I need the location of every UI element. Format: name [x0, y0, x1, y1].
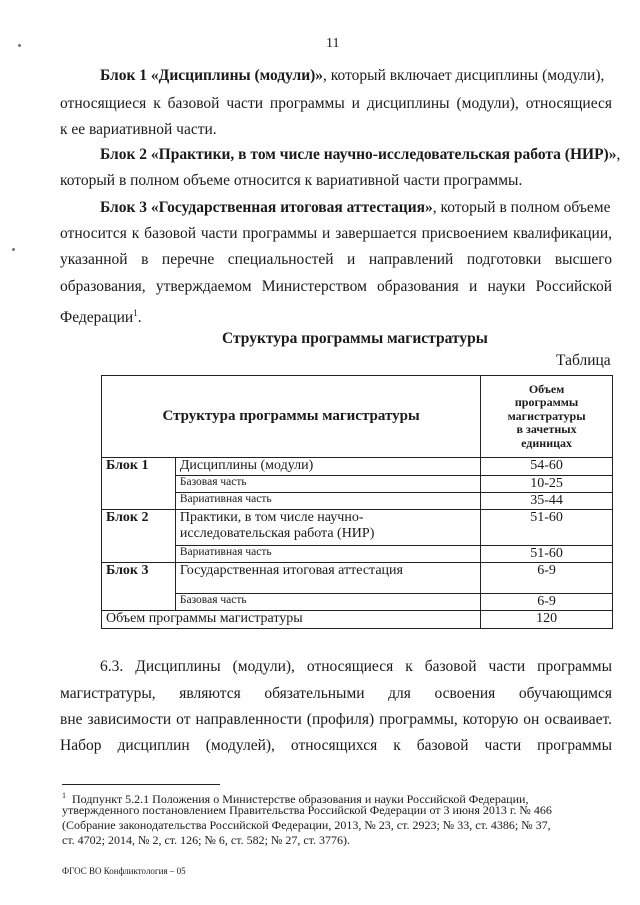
row-value: 35-44 [481, 493, 613, 510]
program-structure-table [101, 375, 613, 629]
row-name: Базовая часть [175, 476, 480, 493]
row-name [175, 510, 480, 546]
row-value: 54-60 [481, 458, 613, 476]
header-volume-line: магистратуры [507, 408, 586, 423]
table-row [102, 510, 613, 546]
header-volume [481, 376, 613, 458]
table-row [102, 594, 613, 611]
header-volume-line: в зачетных [516, 422, 577, 437]
row-value: 51-60 [481, 510, 613, 546]
table-title: Структура программы магистратуры [222, 330, 488, 347]
block-cell: Блок 3 [102, 563, 176, 611]
row-value: 10-25 [481, 476, 613, 493]
block2-line1 [100, 145, 620, 165]
table-row [102, 493, 613, 510]
row-name: Дисциплины (модули) [175, 458, 480, 476]
row-value: 6-9 [481, 594, 613, 611]
section63-line3: вне зависимости от направленности (профиля) программы, которую он осваивает. [60, 711, 612, 728]
row-name-line: Практики, в том числе научно- [179, 510, 364, 525]
scan-speck [12, 248, 15, 251]
row-name: Государственная итоговая аттестация [175, 563, 480, 594]
table-header-row [102, 376, 613, 458]
block3-line3: указанной в перечне специальностей и направлений подготовки высшего [60, 251, 612, 268]
table-label: Таблица [556, 352, 611, 369]
footnote-separator [62, 784, 220, 785]
section63-line2: магистратуры, являются обязательными для освоения обучающимся [60, 685, 612, 702]
row-name: Вариативная часть [175, 546, 480, 563]
section63-line4: Набор дисциплин (модулей), относящихся к базовой части программы [60, 737, 612, 754]
header-volume-line: Объем [528, 381, 565, 396]
document-code: ФГОС ВО Конфликтология – 05 [62, 866, 186, 876]
block3-line5-end: . [137, 309, 142, 327]
row-name: Вариативная часть [175, 493, 480, 510]
block3-line1-rest: , который в полном объеме [432, 199, 611, 216]
footnote-text: Подпункт 5.2.1 Положения о Министерстве образования и науки Российской Федерации, [72, 792, 529, 806]
row-name-line: исследовательская работа (НИР) [179, 526, 375, 541]
table-row [102, 563, 613, 594]
table-row [102, 458, 613, 476]
row-name: Базовая часть [175, 594, 480, 611]
block3-line5-text: Федерации [60, 309, 134, 327]
block1-line3: к ее вариативной части. [60, 121, 217, 138]
section63-line1: 6.3. Дисциплины (модули), относящиеся к базовой части программы [100, 658, 612, 675]
block1-title: Блок 1 «Дисциплины (модули)» [100, 67, 324, 84]
block-cell: Блок 1 [102, 458, 176, 510]
header-structure: Структура программы магистратуры [102, 376, 481, 458]
table-row [102, 476, 613, 493]
block-cell: Блок 2 [102, 510, 176, 563]
footnote-line4: ст. 4702; 2014, № 2, ст. 126; № 6, ст. 582; № 27, ст. 3776). [62, 833, 351, 847]
block2-title: Блок 2 «Практики, в том числе научно-исследовательская работа (НИР)» [100, 146, 617, 163]
block3-line4: образования, утверждаемом Министерством образования и науки Российской [60, 278, 612, 295]
block3-title: Блок 3 «Государственная итоговая аттестация» [100, 199, 433, 216]
footnote-ref: 1 [133, 308, 138, 318]
block1-line2: относящиеся к базовой части программы и дисциплины (модули), относящиеся [60, 95, 612, 112]
table-row [102, 546, 613, 563]
row-value: 51-60 [481, 546, 613, 563]
block2-line2: который в полном объеме относится к вариативной части программы. [60, 172, 523, 189]
scan-speck [18, 44, 21, 47]
page-number: 11 [326, 36, 340, 51]
table-total-row [102, 611, 613, 629]
block3-line2: относится к базовой части программы и завершается присвоением квалификации, [60, 225, 612, 242]
row-value: 6-9 [481, 563, 613, 594]
block2-line1-rest: , [616, 146, 621, 163]
block3-line1 [100, 198, 611, 218]
block3-line5 [60, 303, 142, 328]
header-volume-line: единицах [521, 435, 573, 450]
footnote-line3: (Собрание законодательства Российской Федерации, 2013, № 23, ст. 2923; № 33, ст. 4386; № 37, [62, 818, 551, 832]
footnote-mark: 1 [62, 791, 66, 800]
footnote-line2: утвержденного постановлением Правительства Российской Федерации от 3 июня 2013 г. № 466 [62, 803, 552, 817]
header-volume-line: программы [514, 395, 579, 410]
total-value: 120 [481, 611, 613, 629]
block1-line1 [100, 66, 604, 86]
block1-line1-rest: , который включает дисциплины (модули), [323, 67, 605, 84]
total-label: Объем программы магистратуры [102, 611, 481, 629]
